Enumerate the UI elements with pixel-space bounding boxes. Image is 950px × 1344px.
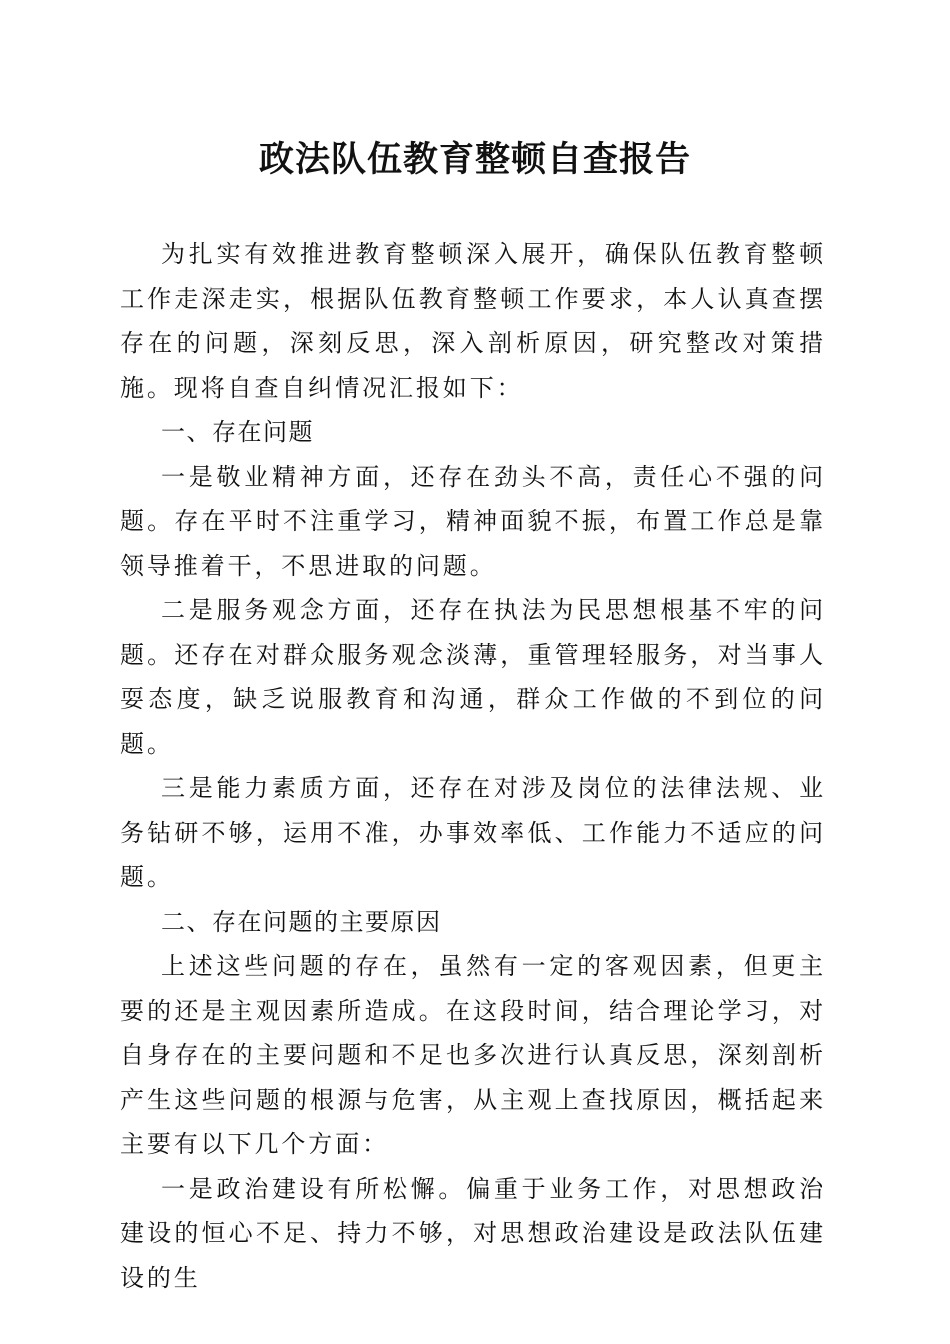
problem-item-1	[120, 455, 826, 589]
cause-item-1-text: 偏重于业务工作，对思想政治建设的恒心不足、持力不够，对思想政治建设是政法队伍建设的生	[120, 1174, 827, 1292]
problem-item-1-lead: 一是敬业精神方面，还存在劲头不高，责任心不强的问题。	[120, 462, 826, 535]
problem-item-1-text: 存在平时不注重学习，精神面貌不振，布置工作总是靠领导推着干，不思进取的问题。	[120, 507, 826, 580]
cause-item-1-lead: 一是政治建设有所松懈。	[161, 1174, 467, 1203]
problem-item-3-lead: 三是能力素质方面，还存在对涉及岗位的法律法规、业务钻研不够，运用不准，办事效率低、工作能力不适应的问题。	[120, 774, 826, 891]
cause-item-1	[120, 1167, 826, 1301]
section-heading-causes: 二、存在问题的主要原因	[161, 907, 442, 936]
problem-item-2	[120, 588, 826, 766]
problem-item-3	[120, 766, 826, 900]
document-body	[120, 232, 826, 1300]
intro-paragraph: 为扎实有效推进教育整顿深入展开，确保队伍教育整顿工作走深走实，根据队伍教育整顿工作要求，本人认真查摆存在的问题，深刻反思，深入剖析原因，研究整改对策措施。现将自查自纠情况汇报如下：	[120, 240, 826, 402]
section-heading-problems: 一、存在问题	[161, 418, 314, 446]
document-title: 政法队伍教育整顿自查报告	[258, 139, 691, 180]
problem-item-2-text: 还存在对群众服务观念淡薄，重管理轻服务，对当事人耍态度，缺乏说服教育和沟通，群众工作做的不到位的问题。	[120, 640, 826, 758]
problem-item-2-lead: 二是服务观念方面，还存在执法为民思想根基不牢的问题。	[120, 596, 826, 669]
causes-intro-paragraph: 上述这些问题的存在，虽然有一定的客观因素，但更主要的还是主观因素所造成。在这段时间，结合理论学习，对自身存在的主要问题和不足也多次进行认真反思，深刻剖析产生这些问题的根源与危害，从主观上查找原因，概括起来主要有以下几个方面：	[120, 952, 826, 1158]
